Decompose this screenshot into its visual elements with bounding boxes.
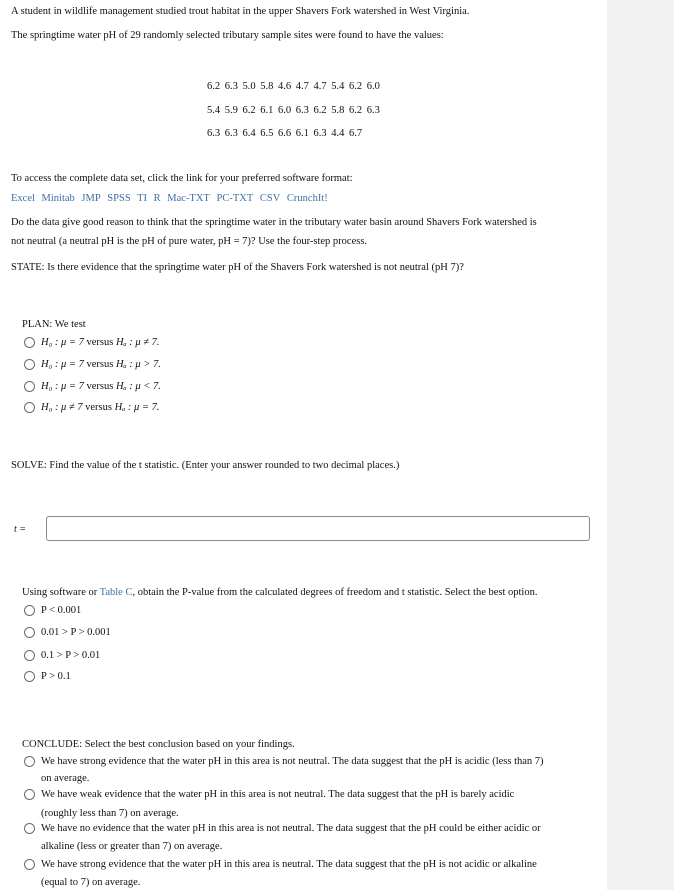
conclude-option-1-line-2[interactable]: on average. [41,773,90,784]
pvalue-option-2-radio[interactable] [24,627,35,638]
conclude-option-1-line-1[interactable]: We have strong evidence that the water pH in this area is not neutral. The data suggest that the pH is acidic (less than 7) [41,756,544,767]
plan-option-2-label[interactable]: H₀ : μ = 7 versus Hₐ : μ > 7. [41,359,161,370]
t-statistic-input[interactable] [46,516,590,541]
link-pc-txt[interactable]: PC-TXT [216,193,254,204]
conclude-option-4-line-1[interactable]: We have strong evidence that the water pH in this area is neutral. The data suggest that the pH is not acidic or alkaline [41,859,537,870]
intro-line-2: The springtime water pH of 29 randomly selected tributary sample sites were found to have the values: [11,30,444,41]
plan-option-3-radio[interactable] [24,381,35,392]
link-r[interactable]: R [153,193,161,204]
plan-label: PLAN: We test [22,319,86,330]
link-ti[interactable]: TI [137,193,148,204]
software-links [11,193,332,204]
plan-option-3-label[interactable]: H₀ : μ = 7 versus Hₐ : μ < 7. [41,381,161,392]
pvalue-prompt: Using software or Table C, obtain the P-value from the calculated degrees of freedom and t statistic. Select the best option. [22,587,538,598]
plan-option-4-label[interactable]: H₀ : μ ≠ 7 versus Hₐ : μ = 7. [41,402,160,413]
right-side-panel [607,0,674,890]
data-row-1: 6.2 6.3 5.0 5.8 4.6 4.7 4.7 5.4 6.2 6.0 [207,81,380,92]
access-text: To access the complete data set, click the link for your preferred software format: [11,173,353,184]
pvalue-option-2-label[interactable]: 0.01 > P > 0.001 [41,627,111,638]
conclude-option-4-radio[interactable] [24,859,35,870]
conclude-option-2-line-2[interactable]: (roughly less than 7) on average. [41,808,179,819]
pvalue-option-4-radio[interactable] [24,671,35,682]
solve-prompt: SOLVE: Find the value of the t statistic. (Enter your answer rounded to two decimal places.) [11,460,400,471]
conclude-option-2-line-1[interactable]: We have weak evidence that the water pH in this area is not neutral. The data suggest that the pH is barely acidic [41,789,515,800]
intro-line-1: A student in wildlife management studied trout habitat in the upper Shavers Fork watershed in West Virginia. [11,6,470,17]
data-row-3: 6.3 6.3 6.4 6.5 6.6 6.1 6.3 4.4 6.7 [207,128,363,139]
link-minitab[interactable]: Minitab [41,193,75,204]
link-jmp[interactable]: JMP [81,193,101,204]
pvalue-option-1-label[interactable]: P < 0.001 [41,605,82,616]
link-mac-txt[interactable]: Mac-TXT [167,193,210,204]
pvalue-option-1-radio[interactable] [24,605,35,616]
t-label: t = [14,524,27,535]
conclude-option-2-radio[interactable] [24,789,35,800]
pvalue-option-3-radio[interactable] [24,650,35,661]
plan-option-1-label[interactable]: H₀ : μ = 7 versus Hₐ : μ ≠ 7. [41,337,160,348]
state-text: STATE: Is there evidence that the springtime water pH of the Shavers Fork watershed is not neutral (pH 7)? [11,262,464,273]
conclude-option-1-radio[interactable] [24,756,35,767]
plan-option-1-radio[interactable] [24,337,35,348]
question-line-1: Do the data give good reason to think that the springtime water in the tributary water basin around Shavers Fork watershed is [11,217,537,228]
conclude-option-3-line-2[interactable]: alkaline (less or greater than 7) on average. [41,841,223,852]
table-c-link[interactable]: Table C [99,587,133,598]
plan-option-2-radio[interactable] [24,359,35,370]
conclude-option-3-line-1[interactable]: We have no evidence that the water pH in this area is not neutral. The data suggest that the pH could be either acidic or [41,823,541,834]
question-line-2: not neutral (a neutral pH is the pH of pure water, pH = 7)? Use the four-step process. [11,236,368,247]
link-csv[interactable]: CSV [259,193,281,204]
link-crunchit[interactable]: CrunchIt! [286,193,328,204]
plan-option-4-radio[interactable] [24,402,35,413]
link-spss[interactable]: SPSS [107,193,131,204]
data-row-2: 5.4 5.9 6.2 6.1 6.0 6.3 6.2 5.8 6.2 6.3 [207,105,380,116]
conclude-label: CONCLUDE: Select the best conclusion based on your findings. [22,739,295,750]
pvalue-option-3-label[interactable]: 0.1 > P > 0.01 [41,650,101,661]
conclude-option-4-line-2[interactable]: (equal to 7) on average. [41,877,141,888]
conclude-option-3-radio[interactable] [24,823,35,834]
link-excel[interactable]: Excel [11,193,35,204]
pvalue-option-4-label[interactable]: P > 0.1 [41,671,71,682]
